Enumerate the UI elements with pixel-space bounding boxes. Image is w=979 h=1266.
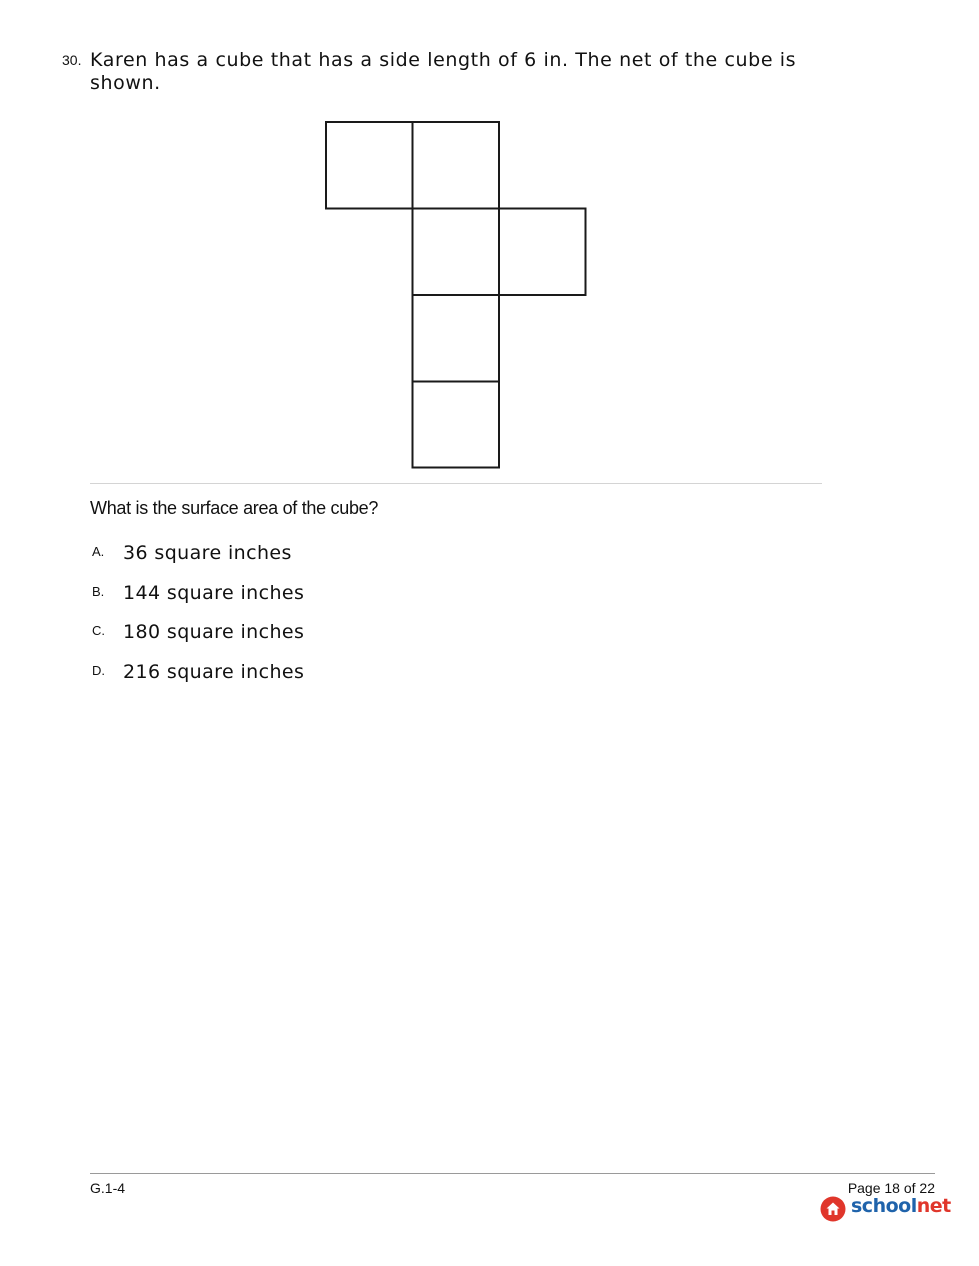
logo-house-door (832, 1211, 835, 1216)
cube-net-figure (0, 0, 979, 480)
section-divider (90, 483, 822, 484)
footer-divider (90, 1173, 935, 1174)
logo-word-net: net (916, 1195, 951, 1217)
choice-text: 216 square inches (123, 661, 305, 683)
choice-letter: C. (92, 623, 105, 638)
question-prompt: What is the surface area of the cube? (90, 498, 379, 518)
net-face-top (413, 122, 500, 209)
choice-letter: D. (92, 663, 105, 678)
net-face-middle (413, 209, 500, 296)
answer-choice-d[interactable] (92, 661, 492, 687)
net-face-lower (413, 295, 500, 382)
schoolnet-logo (820, 1195, 951, 1223)
question-text: Karen has a cube that has a side length of 6 in. The net of the cube is shown. (90, 49, 797, 94)
net-face-bottom (413, 382, 500, 468)
choice-text: 180 square inches (123, 621, 305, 643)
answer-choice-a[interactable] (92, 542, 492, 568)
page-number: Page 18 of 22 (847, 1180, 935, 1196)
choice-letter: B. (92, 584, 105, 599)
choice-letter: A. (92, 544, 105, 559)
house-icon (820, 1196, 846, 1222)
question-number: 30. (62, 52, 82, 68)
logo-wordmark (851, 1195, 951, 1217)
net-face-top-left (326, 122, 413, 209)
standard-code: G.1-4 (90, 1180, 126, 1196)
logo-word-school: school (851, 1195, 917, 1217)
answer-choice-b[interactable] (92, 582, 492, 608)
choice-text: 36 square inches (123, 542, 292, 564)
choice-text: 144 square inches (123, 582, 305, 604)
net-face-right (499, 209, 586, 296)
answer-choice-c[interactable] (92, 621, 492, 647)
